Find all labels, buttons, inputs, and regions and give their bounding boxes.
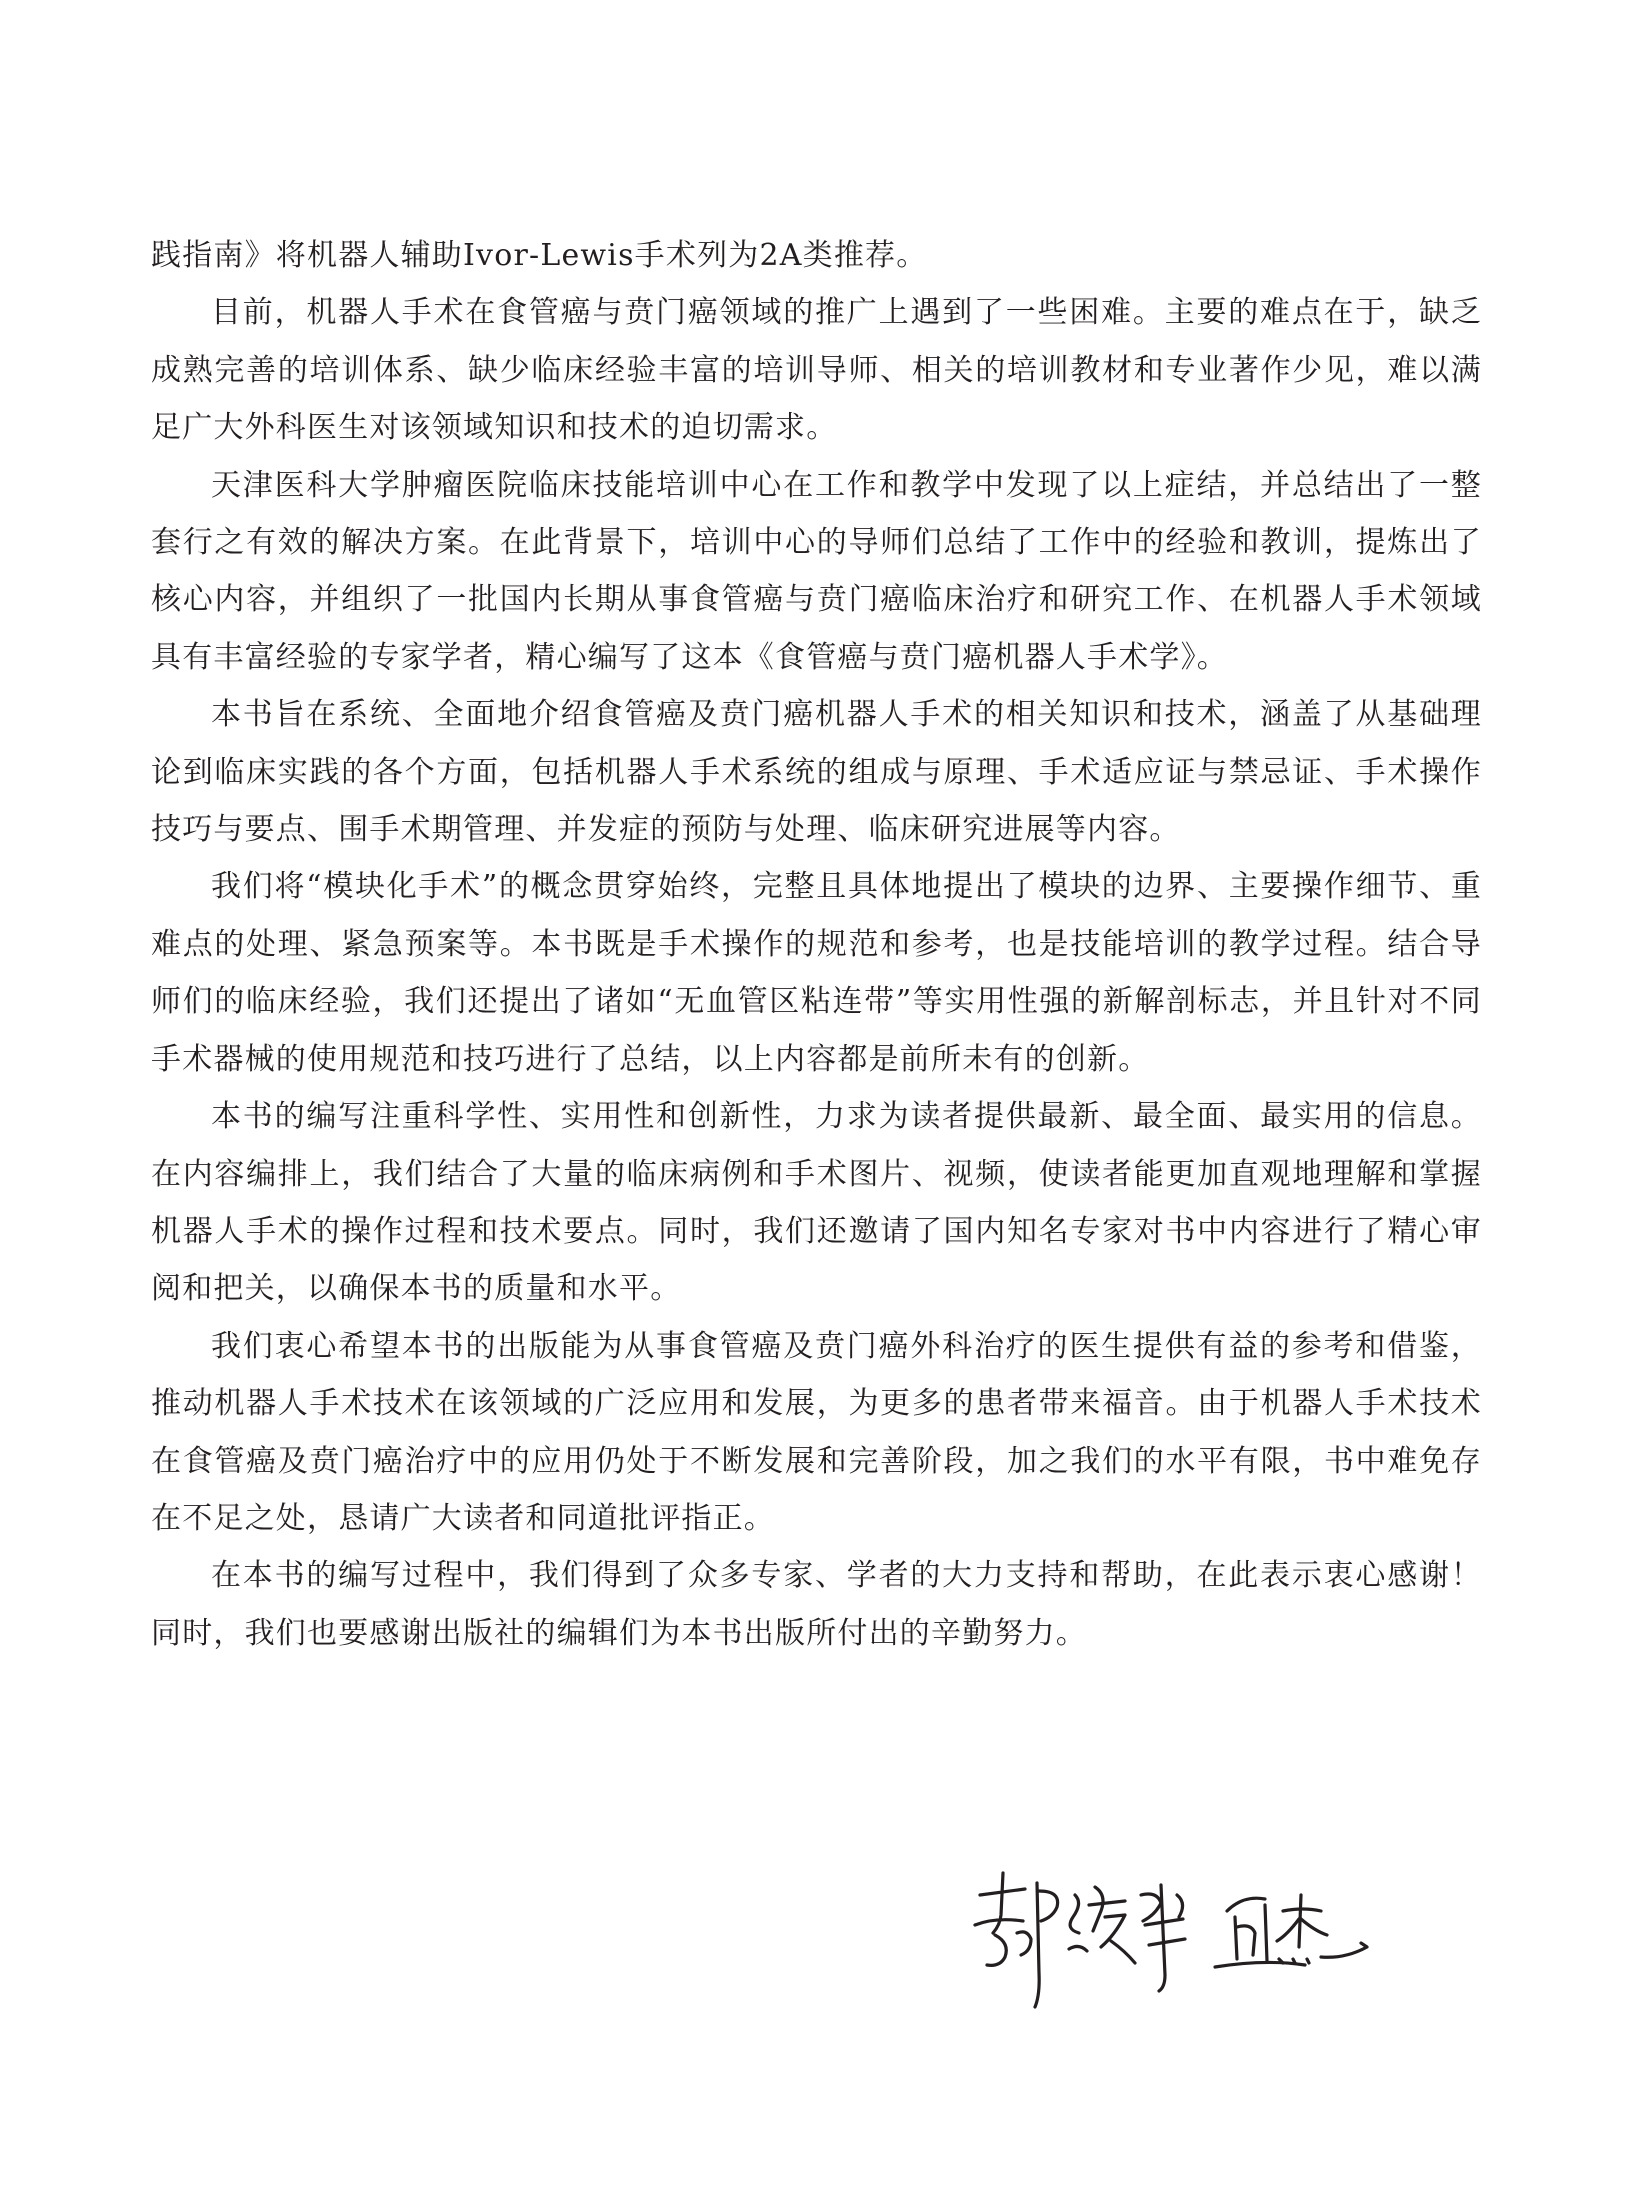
signature-drawing [965, 1855, 1415, 2025]
paragraph-continuation: 践指南》将机器人辅助Ivor-Lewis手术列为2A类推荐。 [151, 238, 928, 273]
handwritten-signature [965, 1855, 1415, 2025]
preface-body [151, 227, 1482, 1662]
paragraph-difficulties: 目前，机器人手术在食管癌与贲门癌领域的推广上遇到了一些困难。主要的难点在于，缺乏成熟完善的培训体系、缺少临床经验丰富的培训导师、相关的培训教材和专业著作少见，难以满足广大外科医生对该领域知识和技术的迫切需求。 [151, 295, 1482, 446]
paragraph-book-scope: 本书旨在系统、全面地介绍食管癌及贲门癌机器人手术的相关知识和技术，涵盖了从基础理论到临床实践的各个方面，包括机器人手术系统的组成与原理、手术适应证与禁忌证、手术操作技巧与要点、围手术期管理、并发症的预防与处理、临床研究进展等内容。 [151, 697, 1482, 848]
paragraph-modular-surgery: 我们将“模块化手术”的概念贯穿始终，完整且具体地提出了模块的边界、主要操作细节、重难点的处理、紧急预案等。本书既是手术操作的规范和参考，也是技能培训的教学过程。结合导师们的临床经验，我们还提出了诸如“无血管区粘连带”等实用性强的新解剖标志，并且针对不同手术器械的使用规范和技巧进行了总结，以上内容都是前所未有的创新。 [151, 869, 1482, 1077]
paragraph-acknowledgements: 在本书的编写过程中，我们得到了众多专家、学者的大力支持和帮助，在此表示衷心感谢！同时，我们也要感谢出版社的编辑们为本书出版所付出的辛勤努力。 [151, 1558, 1482, 1651]
paragraph-hopes: 我们衷心希望本书的出版能为从事食管癌及贲门癌外科治疗的医生提供有益的参考和借鉴，推动机器人手术技术在该领域的广泛应用和发展，为更多的患者带来福音。由于机器人手术技术在食管癌及贲门癌治疗中的应用仍处于不断发展和完善阶段，加之我们的水平有限，书中难免存在不足之处，恳请广大读者和同道批评指正。 [151, 1328, 1482, 1536]
paragraph-writing-principles: 本书的编写注重科学性、实用性和创新性，力求为读者提供最新、最全面、最实用的信息。在内容编排上，我们结合了大量的临床病例和手术图片、视频，使读者能更加直观地理解和掌握机器人手术的操作过程和技术要点。同时，我们还邀请了国内知名专家对书中内容进行了精心审阅和把关，以确保本书的质量和水平。 [151, 1099, 1482, 1307]
paragraph-training-center: 天津医科大学肿瘤医院临床技能培训中心在工作和教学中发现了以上症结，并总结出了一整套行之有效的解决方案。在此背景下，培训中心的导师们总结了工作中的经验和教训，提炼出了核心内容，并组织了一批国内长期从事食管癌与贲门癌临床治疗和研究工作、在机器人手术领域具有丰富经验的专家学者，精心编写了这本《食管癌与贲门癌机器人手术学》。 [151, 467, 1482, 675]
